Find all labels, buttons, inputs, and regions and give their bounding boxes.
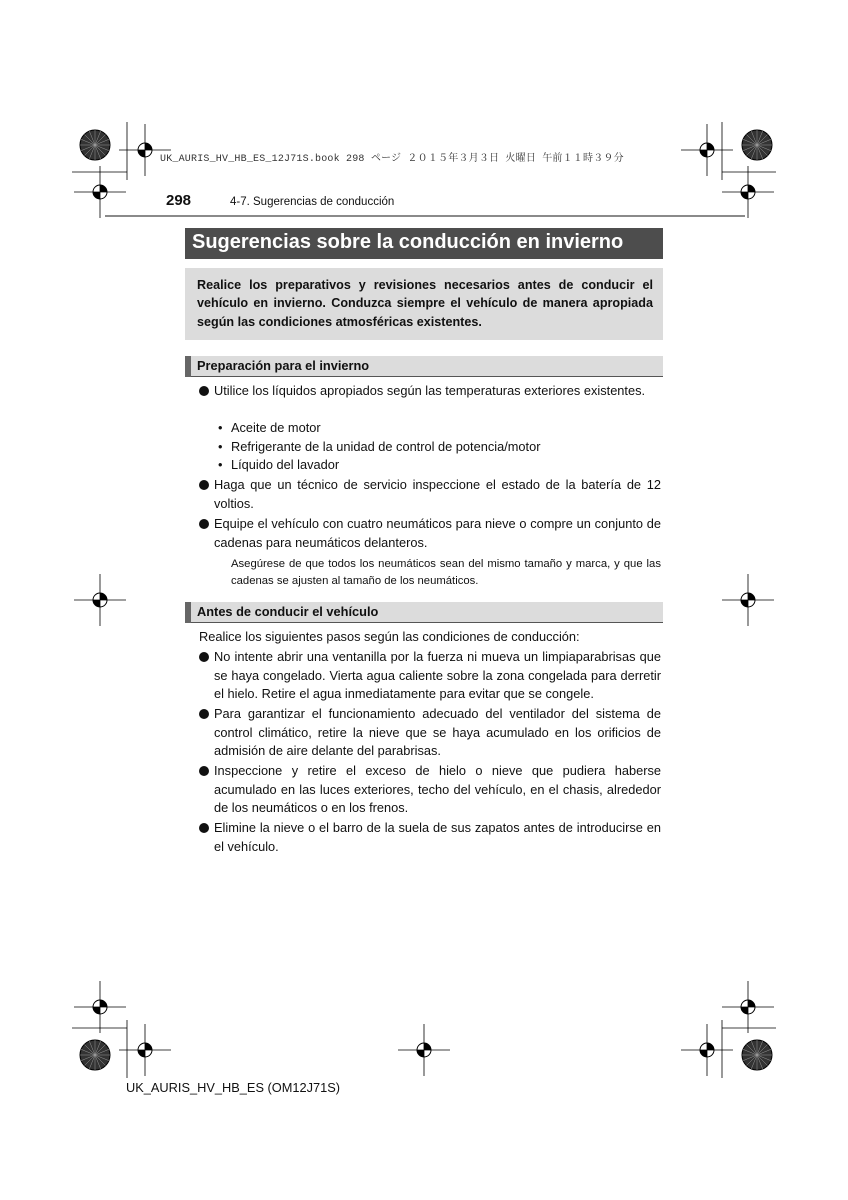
registration-wheel-icon: [742, 1040, 772, 1070]
bullet-dot-icon: [199, 652, 209, 662]
sub-item-text: Aceite de motor: [231, 420, 321, 435]
registration-cross-icon: [74, 981, 126, 1033]
sub-list-item: • Refrigerante de la unidad de control de potencia/motor: [218, 439, 541, 454]
bullet-text: Equipe el vehículo con cuatro neumáticos para nieve o compre un conjunto de cadenas para neumáticos delanteros.: [214, 516, 661, 550]
registration-cross-icon: [681, 124, 733, 176]
section-heading-winter-prep: [185, 356, 663, 377]
section-lead: Realice los siguientes pasos según las condiciones de conducción:: [199, 629, 580, 644]
page-number: 298: [166, 192, 192, 209]
registration-cross-icon: [722, 166, 774, 218]
registration-cross-icon: [722, 981, 774, 1033]
sub-item-text: Líquido del lavador: [231, 457, 340, 472]
bullet-dot-icon: [199, 519, 209, 529]
heading-stripe: [185, 602, 191, 623]
bullet-dot-icon: [199, 709, 209, 719]
page-title: Sugerencias sobre la conducción en invierno: [192, 231, 624, 253]
registration-cross-icon: [398, 1024, 450, 1076]
registration-wheel-icon: [80, 1040, 110, 1070]
section-heading-label: Preparación para el invierno: [197, 358, 370, 373]
sub-item-text: Refrigerante de la unidad de control de potencia/motor: [231, 439, 541, 454]
bullet-dot-icon: [199, 386, 209, 396]
note-text: Asegúrese de que todos los neumáticos sean del mismo tamaño y marca, y que las cadenas se ajusten al tamaño de los neumáticos.: [231, 558, 661, 587]
intro-text: Realice los preparativos y revisiones necesarios antes de conducir el vehículo en invierno. Conduzca siempre el vehículo de manera apropiada según las condiciones atmosféricas existentes.: [197, 278, 653, 329]
registration-cross-icon: [681, 1024, 733, 1076]
section-heading-label: Antes de conducir el vehículo: [197, 604, 379, 619]
printer-info-line: UK_AURIS_HV_HB_ES_12J71S.book 298 ページ ２０１５年３月３日 火曜日 午前１１時３９分: [160, 154, 624, 165]
sub-list-item: • Líquido del lavador: [218, 457, 340, 472]
bullet-item: [198, 819, 661, 856]
bullet-text: Haga que un técnico de servicio inspeccione el estado de la batería de 12 voltios.: [214, 477, 661, 511]
registration-wheel-icon: [742, 130, 772, 160]
section-heading-before-driving: [185, 602, 663, 623]
intro-box: [185, 268, 663, 340]
header-divider: [105, 215, 745, 217]
bullet-item: [198, 515, 661, 552]
bullet-item: [198, 476, 661, 513]
bullet-dot-icon: [199, 766, 209, 776]
footer-document-code: UK_AURIS_HV_HB_ES (OM12J71S): [126, 1080, 341, 1095]
bullet-item: [198, 762, 661, 818]
page-title-bar: [185, 228, 663, 259]
bullet-text: No intente abrir una ventanilla por la fuerza ni mueva un limpiaparabrisas que se haya congelado. Vierta agua caliente sobre la zona congelada para derretir el hielo. Retire el agua inmediatamente para evitar que se congele.: [214, 649, 661, 701]
bullet-text: Utilice los líquidos apropiados según las temperaturas exteriores existentes.: [214, 383, 646, 398]
bullet-dot-icon: [199, 823, 209, 833]
bullet-item: [198, 382, 661, 401]
bullet-text: Para garantizar el funcionamiento adecuado del ventilador del sistema de control climático, retire la nieve que se haya acumulado en los orificios de admisión de aire delante del parabrisas.: [214, 706, 661, 758]
bullet-item: [198, 705, 661, 761]
heading-stripe: [185, 356, 191, 377]
registration-wheel-icon: [80, 130, 110, 160]
bullet-text: Elimine la nieve o el barro de la suela de sus zapatos antes de introducirse en el vehículo.: [214, 820, 661, 854]
registration-cross-icon: [722, 574, 774, 626]
sub-list-item: • Aceite de motor: [218, 420, 321, 435]
bullet-item: [198, 648, 661, 704]
section-breadcrumb: 4-7. Sugerencias de conducción: [230, 196, 395, 208]
registration-cross-icon: [74, 574, 126, 626]
registration-cross-icon: [74, 166, 126, 218]
bullet-dot-icon: [199, 480, 209, 490]
bullet-text: Inspeccione y retire el exceso de hielo o nieve que pudiera haberse acumulado en las luces exteriores, techo del vehículo, en el chasis, alrededor de los neumáticos o en los frenos.: [214, 763, 661, 815]
